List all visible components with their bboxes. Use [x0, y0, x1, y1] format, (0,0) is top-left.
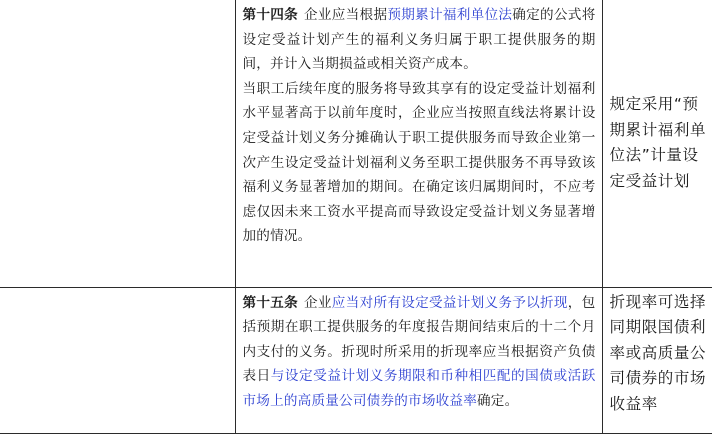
article-cell	[235, 287, 602, 433]
side-note: 规定采用“预期累计福利单位法”计量设定受益计划	[609, 95, 707, 190]
article-cell	[235, 0, 602, 287]
note-cell	[602, 287, 712, 433]
article-text: 确定的公式将设定受益计划产生的福利义务归属于职工提供服务的期间，并计入当期损益或相关资产成本。	[242, 7, 596, 73]
highlighted-text: 与设定受益计划义务期限和币种相匹配的国债或活跃市场上的高质量公司债券的市场收益率	[242, 368, 596, 409]
note-cell	[602, 0, 712, 287]
article-text: ，包括预期在职工提供服务的年度报告期间结束后的十二个月内支付的义务。折现时所采用的折现率应当根据资产负债表日	[242, 294, 596, 385]
article-paragraph	[243, 291, 596, 414]
article-text: 企业	[304, 294, 332, 311]
highlighted-text: 预期累计福利单位法	[387, 7, 513, 23]
empty-cell	[0, 287, 235, 433]
article-paragraph	[243, 3, 596, 77]
article-text: 确定。	[477, 392, 519, 409]
side-note: 折现率可选择同期限国债利率或高质量公司债券的市场收益率	[609, 292, 707, 413]
table-row	[0, 287, 712, 433]
empty-cell	[0, 0, 235, 287]
article-text: 企业应当根据	[304, 7, 388, 23]
article-paragraph: 当职工后续年度的服务将导致其享有的设定受益计划福利水平显著高于以前年度时，企业应当按照直线法将累计设定受益计划义务分摊确认于职工提供服务而导致企业第一次产生设定受益计划福利义务至职工提供服务不再导致该福利义务显著增加的期间。在确定该归属期间时，不应考虑仅因未来工资水平提高而导致设定受益计划义务显著增加的情况。	[242, 80, 596, 245]
article-number: 第十四条	[242, 7, 299, 23]
highlighted-text: 应当对所有设定受益计划义务予以折现	[331, 294, 568, 311]
article-number: 第十五条	[242, 294, 299, 311]
